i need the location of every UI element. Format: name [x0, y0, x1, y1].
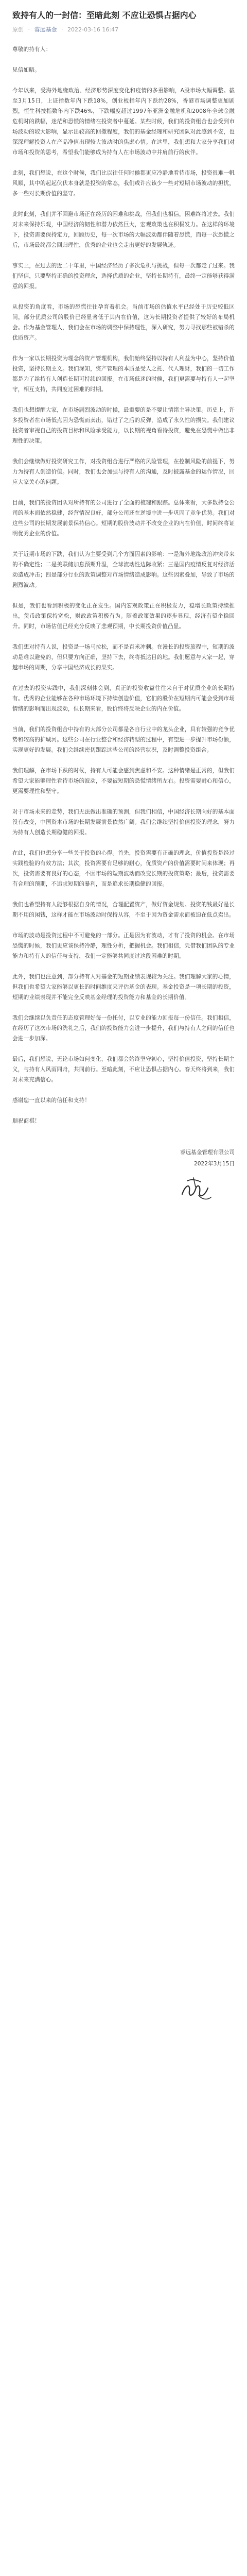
paragraph: 我们想对持有人说，投资是一场马拉松，而不是百米冲刺。在漫长的投资旅程中，短期的波动是难以避免的，但只要方向正确，坚持下去，终将抵达目的地。我们愿意与大家一起，穿越市场的周期，分享中国经济成长的果实。: [12, 644, 235, 671]
article-meta: 原创 · 睿远基金 · 2022-03-16 16:47: [12, 26, 119, 33]
paragraph: 事实上，在过去的近二十年里，中国经济经历了多次危机与挑战，但每一次都走了过来。我们坚信，只要坚持正确的投资理念，选择优质的企业，坚持长期持有，最终一定能够获得满意的回报。: [12, 263, 235, 290]
paragraph: 感谢您一直以来的信任和支持！: [12, 1097, 91, 1104]
handwritten-signature-icon: [178, 1174, 214, 1205]
hello-line: 见信如晤。: [12, 67, 40, 73]
paragraph: 此时此刻，我们并不回避市场正在经历的困难和挑战，但我们也相信，困难终将过去。我们对未来保持乐观，中国经济的韧性和潜力依然巨大，宏观政策也在积极发力。在这样的环境下，投资需要保持定力，回顾历史，每一次市场的大幅波动都伴随着恐慌，而每一次恐慌之后，市场最终都会回归理性，优秀的企业也会走出更好的发展轨迹。: [12, 211, 235, 248]
paragraph: 我们会继续做好投资研究工作，对投资组合进行严格的风险管理，在控制风险的前提下，努力为持有人创造价值。同时，我们也会加强与持有人的沟通，及时披露基金的运作情况，回应大家关心的问题。: [12, 459, 235, 485]
article-body: [12, 44, 235, 1126]
account-link[interactable]: 睿远基金: [34, 26, 57, 33]
signature-date: 2022年3月15日: [194, 1161, 235, 1167]
closing-line: 顺祝商祺！: [12, 1118, 40, 1124]
paragraph: 从投资的角度看，市场的恐慌往往孕育着机会。当前市场的估值水平已经处于历史较低区间，部分优质公司的股价已经显著低于其内在价值，这为长期投资者提供了较好的布局机会。作为基金管理人，我们会在市场的调整中保持理性，深入研究，努力寻找那些被错杀的优质资产。: [12, 304, 235, 341]
signature-block: [12, 1137, 235, 1209]
paragraph: 我们也想提醒大家，在市场剧烈波动的时候，最重要的是不要让情绪主导决策。历史上，许多投资者在市场低点因为恐慌而卖出，错过了之后的反弹，造成了永久性的损失。我们建议投资者审视自己的投资目标和风险承受能力，以长期的视角看待投资，避免在恐慌中做出非理性的决策。: [12, 407, 235, 444]
paragraph: 我们理解，在市场下跌的时候，持有人可能会感到焦虑和不安。这种情绪是正常的，但我们希望大家能够理性看待市场的波动，不要被短期的恐慌情绪所左右。投资需要耐心和信心，更需要理性和坚守。: [12, 768, 235, 794]
paragraph: 对于市场未来的走势，我们无法做出准确的预测，但我们相信，中国经济长期向好的基本面没有改变，中国资本市场的长期发展前景依然广阔。我们会继续坚持价值投资的理念，努力为持有人创造长期稳健的回报。: [12, 809, 235, 836]
paragraph: 今年以来，受海外地缘政治、经济形势深度变化和疫情的多重影响，A股市场大幅调整。截至3月15日，上证指数年内下跌18%，创业板指年内下跌约28%，香港市场调整更加剧烈，恒生科技指数年内下跌46%，下跌幅度超过1997年亚洲金融危机和2008年全球金融危机时的跌幅，迷茫和恐慌的情绪在投资者中蔓延。某些时候，我们的投资组合也会受到市场波动的较大影响，显示出较高的回撤程度，我们的基金经理和研究团队对此感到不安，也深深理解投资人在产品净值出现较大波动时的焦虑心情。在这里，我们想和大家分享我们对市场和投资的思考，希望我们能够成为持有人在市场波动中并肩前行的伙伴。: [12, 88, 235, 156]
paragraph: 我们会继续以负责任的态度管理好每一份托付，以专业的能力回报每一份信任。我们相信，在经历了这次市场的洗礼之后，我们的投资能力会进一步提升，我们与持有人之间的信任也会进一步加深。: [12, 1015, 235, 1042]
publish-date: 2022-03-16 16:47: [67, 26, 119, 33]
article-page: [0, 0, 247, 1223]
paragraph: 最后，我们想说，无论市场如何变化，我们都会始终坚守初心，坚持价值投资，坚持长期主义，与持有人风雨同舟，共同前行。至暗此刻，不应让恐惧占据内心。春天终将到来，我们对未来充满信心。: [12, 1056, 235, 1083]
paragraph: 此外，我们也注意到，部分持有人对基金的短期业绩表现较为关注。我们理解大家的心情，但我们也希望大家能够以更长的时间维度来评估基金的表现。基金投资是一项长期的投资，短期的业绩表现并不能完全反映基金经理的投资能力和基金的长期价值。: [12, 974, 235, 1001]
paragraph: 作为一家以长期投资为理念的资产管理机构，我们始终坚持以持有人利益为中心，坚持价值投资，坚持长期主义。我们深知，资产管理的本质是受人之托、代人理财，我们的一切工作都是为了给持有人创造长期可持续的回报。在市场低迷的时候，我们更需要与持有人一起坚守，相互支持，共同度过困难的时期。: [12, 355, 235, 393]
paragraph: 市场的波动是投资过程中不可避免的一部分。正是因为有波动，才有了投资的机会。在市场恐慌的时候，我们更应该保持冷静，理性分析，把握机会。我们相信，凭借我们团队的专业能力和持有人的信任与支持，我们一定能够共同度过这段困难的时期。: [12, 933, 235, 959]
paragraph: 在过去的投资实践中，我们深刻体会到，真正的投资收益往往来自于对优质企业的长期持有。优秀的企业能够在各种市场环境下持续创造价值，它们的股价在短期内可能会受到市场情绪的影响而出现波动，但长期来看，股价终将反映企业的内在价值。: [12, 685, 235, 712]
paragraph: 我们也希望持有人能够根据自身的情况，合理配置资产，做好资金规划。投资的钱最好是长期不用的闲钱，这样才能在市场波动时保持从容，不至于因为资金需求而被迫在低点卖出。: [12, 902, 235, 918]
paragraph: 但是，我们也看到积极的变化正在发生。国内宏观政策正在积极发力，稳增长政策持续推出，货币政策保持宽松，财政政策积极有为。随着政策效果的逐步显现，经济有望企稳回升。同时，市场估值已经充分反映了悲观预期，中长期投资价值凸显。: [12, 603, 235, 630]
paragraph: 关于近期市场的下跌，我们认为主要受到几个方面因素的影响：一是海外地缘政治冲突带来的不确定性；二是美联储加息预期升温，全球流动性边际收紧；三是国内疫情反复对经济活动造成冲击；四是部分行业的政策调整对市场情绪造成影响。这些因素叠加，导致了市场的剧烈波动。: [12, 551, 235, 588]
company-signature: 睿远基金管理有限公司: [180, 1149, 235, 1156]
paragraph: 此刻，我们想说，在这个时候，我们比以往任何时候都更应冷静地看待市场，投资很难一帆风顺，其中的起起伏伏本身就是投资的常态，我们或许应该少一些对短期市场波动的担忧，多一些对长期价值的坚守。: [12, 170, 235, 197]
paragraph: 当前，我们的投资组合中持有的大部分公司都是各自行业中的龙头企业，具有较强的竞争优势和较高的护城河。这些公司在行业整合和经济转型的过程中，有望进一步提升市场份额，实现更好的发展。我们会继续密切跟踪这些公司的经营状况，及时调整投资组合。: [12, 726, 235, 753]
paragraph: 目前，我们的投资团队对所持有的公司进行了全面的梳理和跟踪。总体来看，大多数持仓公司的基本面依然稳健，经营情况良好，部分公司还在逆境中进一步巩固了竞争优势。我们对这些公司的长期发展前景保持信心。短期的股价波动并不改变企业的内在价值，时间终将证明优秀企业的价值。: [12, 500, 235, 537]
paragraph: 在此，我们也想分享一些关于投资的心得。首先，投资需要有正确的理念，价值投资是经过实践检验的有效方法；其次，投资需要有足够的耐心，优质资产的价值需要时间来体现；再次，投资需要有良好的心态，不因市场的短期波动而改变长期的投资策略；最后，投资需要有合理的预期，不追求短期的暴利，而是追求长期稳健的回报。: [12, 850, 235, 887]
greeting: 尊敬的持有人：: [12, 46, 51, 53]
article-title: 致持有人的一封信：至暗此刻 不应让恐惧占据内心: [12, 10, 197, 20]
original-badge: 原创: [12, 26, 24, 33]
